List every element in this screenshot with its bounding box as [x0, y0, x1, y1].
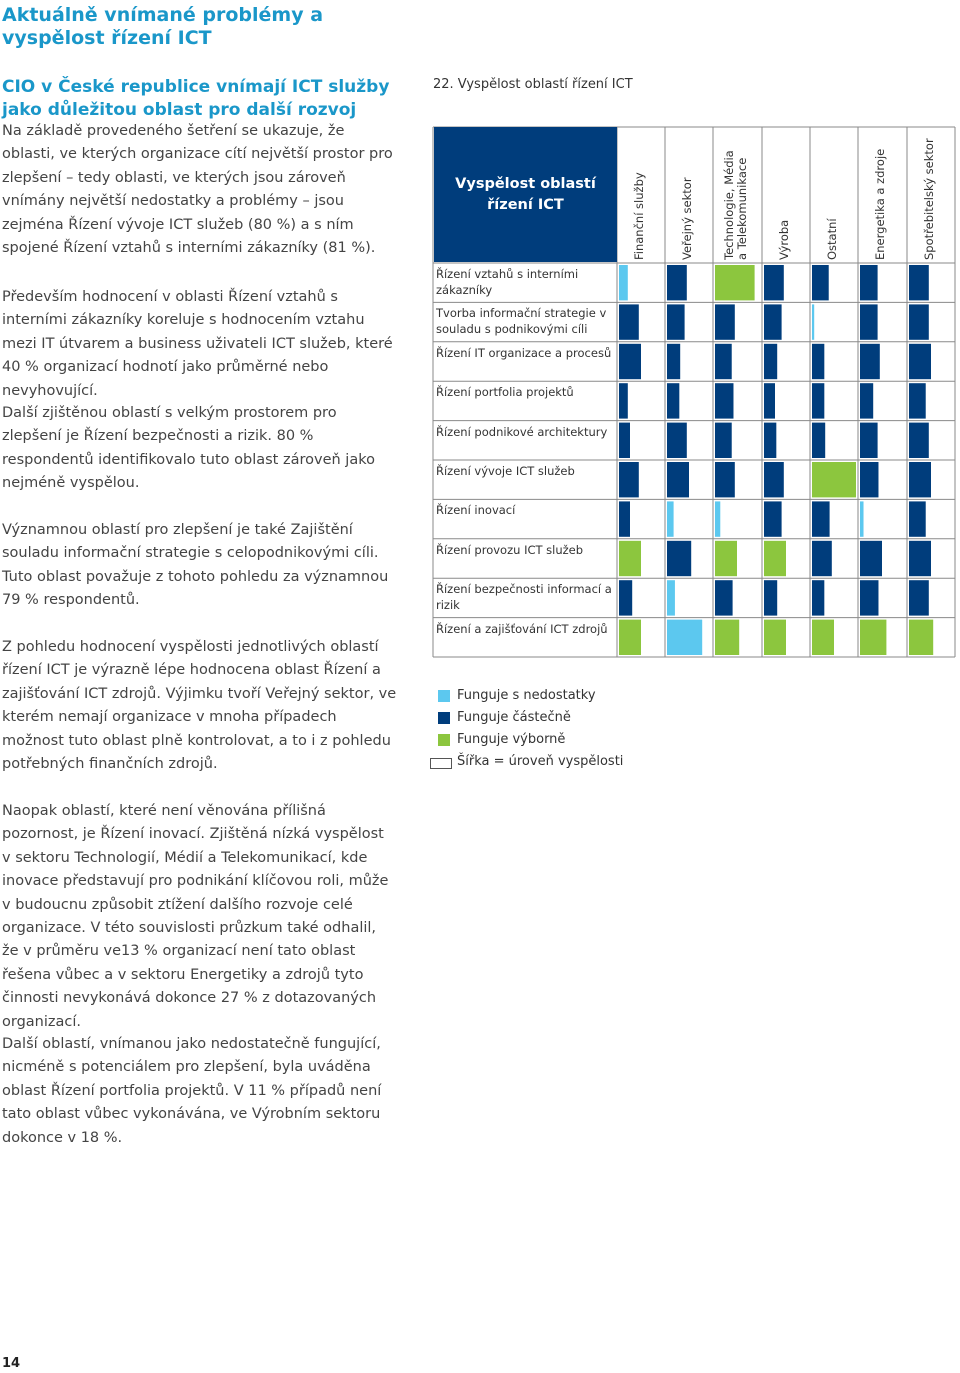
page-title: Aktuálně vnímané problémy a vyspělost řízení ICT — [2, 4, 324, 49]
chart-header-cell — [434, 127, 617, 262]
column-label: Energetika a zdroje — [873, 148, 887, 260]
maturity-bar — [667, 265, 687, 300]
maturity-bar — [909, 383, 926, 418]
maturity-bar — [909, 580, 929, 615]
maturity-bar — [764, 462, 784, 497]
paragraph-4: Významnou oblastí pro zlepšení je také Zajištění souladu informační strategie s celopodnikovými cíli. Tuto oblast považuje z tohoto pohledu za významnou 79 % respondentů. — [2, 522, 389, 609]
page-number: 14 — [2, 1356, 21, 1371]
section-subheading: CIO v České republice vnímají ICT služby jako důležitou oblast pro další rozvoj — [2, 77, 390, 120]
maturity-bar — [860, 620, 886, 655]
maturity-bar — [860, 580, 878, 615]
paragraph-1: Na základě provedeného šetření se ukazuje, že oblasti, ve kterých organizace cítí největší prostor pro zlepšení – tedy oblasti, ve kterých jsou zároveň vnímány největší nedostatky a problémy – jsou zejména Řízení vývoje ICT služeb (80 %) a s ním spojené Řízení vztahů s interními zákazníky (81 %). — [2, 123, 393, 257]
maturity-bar — [715, 580, 733, 615]
maturity-bar — [667, 580, 675, 615]
maturity-bar — [764, 383, 775, 418]
row-label: Řízení portfolia projektů — [436, 385, 574, 400]
maturity-bar — [764, 541, 786, 576]
maturity-bar — [909, 265, 929, 300]
row-label: Řízení provozu ICT služeb — [436, 542, 584, 557]
maturity-bar — [909, 423, 929, 458]
maturity-bar — [909, 620, 933, 655]
maturity-bar — [812, 304, 814, 339]
row-label: Řízení vývoje ICT služeb — [436, 464, 575, 478]
maturity-bar — [909, 304, 929, 339]
maturity-bar — [667, 620, 702, 655]
maturity-bar — [667, 501, 674, 536]
maturity-bar — [812, 620, 834, 655]
maturity-bar — [715, 620, 739, 655]
maturity-bar — [812, 265, 829, 300]
maturity-bar — [860, 383, 873, 418]
maturity-bar — [715, 304, 735, 339]
maturity-bar — [715, 541, 737, 576]
maturity-bar — [619, 304, 639, 339]
maturity-bar — [909, 344, 931, 379]
column-label: Finanční služby — [632, 172, 646, 260]
paragraph-5: Z pohledu hodnocení vyspělosti jednotlivých oblastí řízení ICT je výrazně lépe hodnocena oblast Řízení a zajišťování ICT zdrojů. Výjimku tvoří Veřejný sektor, ve kterém nemají organizace v mnoha případech možnost tuto oblast plně kontrolovat, a to i z pohledu potřebných finančních zdrojů. — [2, 639, 397, 773]
paragraph-2: Především hodnocení v oblasti Řízení vztahů s interními zákazníky koreluje s hodnocením vztahu mezi IT útvarem a business uživateli ICT služeb, které 40 % organizací hodnotí jako průměrné nebo nevyhovující. — [2, 289, 393, 399]
maturity-bar — [667, 344, 680, 379]
paragraph-6: Naopak oblastí, které není věnována přílišná pozornost, je Řízení inovací. Zjištěná nízká vyspělost v sektoru Technologií, Médií a Telekomunikací, kde inovace představují pro podnikání klíčovou roli, může v budoucnu způsobit ztížení dalšího rozvoje celé organizace. V této souvislosti průzkum také odhalil, že v průměru ve13 % organizací není tato oblast řešena vůbec a v sektoru Energetiky a zdrojů tyto činnosti nevykonává dokonce 27 % z dotazovaných organizací. — [2, 803, 389, 1030]
maturity-bar — [667, 383, 679, 418]
paragraph-7: Další oblastí, vnímanou jako nedostatečně fungující, nicméně s potenciálem pro zlepšení, byla uváděna oblast Řízení portfolia projektů. V 11 % případů není tato oblast vůbec vykonávána, ve Výrobním sektoru dokonce v 18 %. — [2, 1036, 382, 1146]
legend-label: Funguje výborně — [457, 732, 566, 747]
maturity-bar — [909, 541, 931, 576]
maturity-bar — [909, 501, 926, 536]
maturity-bar — [909, 462, 931, 497]
maturity-bar — [764, 344, 777, 379]
maturity-bar — [764, 423, 776, 458]
legend-label: Šířka = úroveň vyspělosti — [457, 754, 624, 769]
maturity-bar — [619, 620, 641, 655]
row-label: Řízení podnikové architektury — [436, 424, 608, 439]
maturity-bar — [619, 580, 632, 615]
row-label: Řízení bezpečnosti informací a rizik — [436, 582, 612, 613]
row-label: Řízení inovací — [436, 503, 516, 518]
maturity-bar — [860, 462, 878, 497]
maturity-bar — [764, 620, 786, 655]
column-label: Ostatní — [825, 218, 839, 260]
legend-swatch — [438, 734, 450, 746]
maturity-bar — [667, 541, 691, 576]
legend-label: Funguje částečně — [457, 710, 571, 725]
row-label: Řízení IT organizace a procesů — [436, 345, 612, 360]
maturity-bar — [860, 344, 880, 379]
maturity-bar — [812, 383, 824, 418]
maturity-bar — [860, 501, 864, 536]
maturity-bar — [764, 580, 777, 615]
maturity-bar — [715, 265, 755, 300]
maturity-bar — [619, 462, 639, 497]
column-label: Výroba — [777, 219, 791, 260]
legend-label: Funguje s nedostatky — [457, 688, 596, 703]
maturity-bar — [812, 541, 832, 576]
maturity-bar — [860, 423, 878, 458]
maturity-bar — [812, 462, 856, 497]
maturity-bar — [619, 265, 628, 300]
chart-title: 22. Vyspělost oblastí řízení ICT — [433, 77, 633, 92]
maturity-bar — [764, 501, 782, 536]
maturity-bar — [812, 501, 830, 536]
legend-swatch — [438, 712, 450, 724]
maturity-bar — [860, 541, 882, 576]
legend-swatch — [438, 690, 450, 702]
maturity-bar — [715, 423, 732, 458]
maturity-bar — [715, 383, 733, 418]
maturity-bar — [619, 541, 641, 576]
maturity-bar — [619, 383, 628, 418]
maturity-bar — [764, 265, 784, 300]
maturity-bar — [619, 344, 641, 379]
maturity-bar — [812, 344, 824, 379]
maturity-bar — [667, 423, 687, 458]
maturity-bar — [715, 462, 735, 497]
maturity-bar — [764, 304, 782, 339]
column-label: Veřejný sektor — [680, 177, 694, 260]
maturity-bar — [812, 580, 824, 615]
maturity-bar — [715, 501, 720, 536]
maturity-bar — [715, 344, 732, 379]
maturity-bar — [619, 501, 630, 536]
column-label: Technologie, Média a Telekomunikace — [722, 150, 749, 260]
maturity-bar — [860, 304, 878, 339]
row-label: Tvorba informační strategie v souladu s podnikovými cíli — [436, 306, 607, 337]
maturity-bar — [667, 304, 685, 339]
maturity-bar — [667, 462, 689, 497]
width-swatch — [430, 758, 452, 769]
chart-header-text: Vyspělost oblastí řízení ICT — [455, 175, 596, 213]
row-label: Řízení vztahů s interními zákazníky — [436, 267, 579, 297]
maturity-bar — [812, 423, 825, 458]
maturity-bar — [619, 423, 630, 458]
maturity-bar — [860, 265, 878, 300]
paragraph-3: Další zjištěnou oblastí s velkým prostorem pro zlepšení je Řízení bezpečnosti a rizik. 80 % respondentů identifikovalo tuto oblast zároveň jako nejméně vyspělou. — [2, 405, 375, 492]
column-label: Spotřebitelský sektor — [922, 138, 936, 260]
row-label: Řízení a zajišťování ICT zdrojů — [436, 621, 608, 636]
